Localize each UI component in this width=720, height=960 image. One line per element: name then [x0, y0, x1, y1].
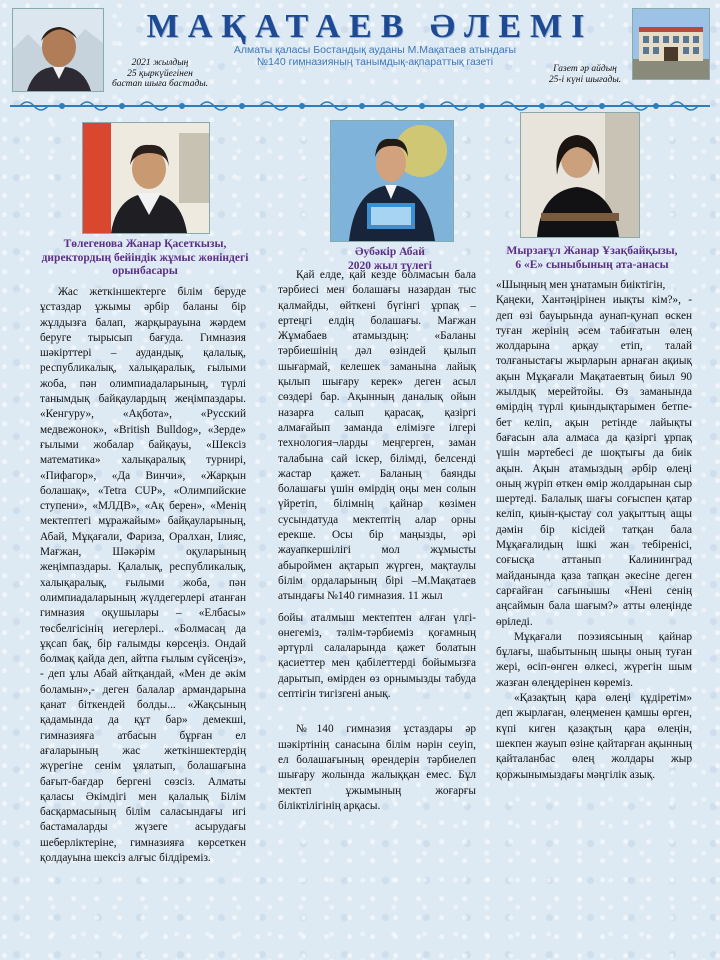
poet-portrait	[12, 8, 104, 92]
column-2-paragraph-3: №140 гимназия ұстаздары әр шәкіртінің санасына білім нәрін сеуіп, ел болашағының өрендерін тәрбиелеп шығару жолында жалыққан емес. Бұл мектеп ұжымының жоғарғы біліктілігінің арқасы.	[278, 723, 476, 812]
person-photo-3	[520, 112, 640, 238]
article-column-1	[40, 285, 246, 866]
person-caption-1: Төлегенова Жанар Қасеткызы, директордың бейіндік жұмыс жөніндегі орынбасары	[41, 238, 249, 277]
person-caption-3: Мырзағұл Жанар Ұзақбайқызы, 6 «Е» сыныбының ата-анасы	[506, 245, 678, 271]
issue-note: Газет әр айдың 25-і күні шығады.	[548, 64, 622, 85]
founded-note: 2021 жылдың 25 қыркүйегінен бастап шыға бастады.	[111, 58, 209, 89]
column-2-paragraph-2: бойы аталмыш мектептен алған үлгі-өнегеміз, тәлім-тәрбиеміз қоғамның әртүрлі салаларында қажет болатын қасиеттер мен қабілеттерді бойымызға дарытып, өмірден өз орнымызды табуда септігін тигізгені анық.	[278, 611, 476, 701]
article-column-2	[278, 268, 476, 814]
school-building-photo	[632, 8, 710, 80]
newspaper-title: МАҚАТАЕВ ӘЛЕМІ	[146, 8, 594, 45]
column-3-paragraph-1: «Шыңның мен ұнатамын биіктігін, Қаңеки, Хантәңірінен иықты кім?», - деп өзі бауырында аунап-қунап өскен туған жерінің әсем табиғатын өлең жолдарына арқау етіп, талай толғаныстағы жырларын арнаған ақиық ақын Мұқағали Мақатаевтың биыл 90 жылдық мерейтойы. Өз заманында өмірдің түрлі қиындықтарымен бетпе-бет келіп, ақын ретінде лайықты бағасын ала алмаса да қазіргі ұрпақ үшін мәртебесі де шоқтығы да биік ақын. Ақын атамыздың әрбір өлеңі оның жүріп өткен өмір жолдарынан сыр шертеді. Балалық шағы соғыспен қатар келіп, қиын-қыстау сол уақыттың ащы дәмін бір кісідей татқан бала Мұқағалидың ішкі жан тебіренісі, соғысқа аттанып Калининград майданында қаза тапқан әкесіне деген сарғайған сағынышы «Нені сенің аңсаймын бала шағым?» атты өлеңінде өріледі.	[496, 279, 692, 628]
person-photo-2	[330, 120, 454, 242]
column-3-paragraph-3: «Қазақтың қара өлеңі құдіретім» деп жырлаған, өлеңменен қамшы өрген, күпі киген қазақтың қара өлеңін, шекпен жауып өзіне қайтарған ақынның қайталанбас өлең жолдары жыр қоржынымыздағы мәңгілік азық.	[496, 692, 692, 781]
column-3-paragraph-2: Мұқағали поэзиясының қайнар бұлағы, шабытының шыңы оның туған жері, өсіп-өнген өлкесі, жүрегін шым жазған өлеңдерінен көреміз.	[496, 630, 692, 689]
person-photo-1	[82, 122, 210, 234]
column-2-paragraph-1: Қай елде, қай кезде болмасын бала тәрбиесі мен болашағы назардан тыс қалмайды, өйткені бүгінгі ұрпақ – ертеңгі елдің болашағы. Мағжан Жұмабаев атамыздың: «Баланы тәрбиешінің дәл өзіндей қылып шығармай, келешек заманына лайық қылып шығару керек» деген асыл сөздері бар. Ақынның даналық ойын назарға салып қарасақ, қазіргі алмағайып заманда еліміэге ілгері технология¬ларды меңгерген, заман талабына сай іскер, білімді, белсенді жастар қажет. Баланың баянды болашағы үшін өмірдің оңы мен солын үйретіп, білімнің қайнар көзімен сусындатуда мектептің алар орны ерекше. Осы бір маңызды, әрі жауапкершілігі мол жұмысты абыроймен ақтарып жүрген, мақтаулы білім ордаларының бірі –М.Мақатаев атындағы №140 гимназия. 11 жыл	[278, 269, 476, 603]
newspaper-subtitle: Алматы қаласы Бостандық ауданы М.Мақатаев атындағы №140 гимназияның танымдық-ақпараттық газеті	[233, 44, 517, 68]
column-1-paragraph: Жас жеткіншектерге білім беруде ұстаздар ұжымы әрбір баланы бір жұлдызға балап, жарқырауына жәрдем беруге тырысып бағуда. Гимназия шәкірттері – аудандық, қалалық, республикалық, халықаралық, ғылыми жоба, пән олимпиадаларының, түрлі танымдық байқаулардың жеңімпаздары. «Кенгуру», «Ақбота», «Русский медвежонок», «British Bulldog», «Зерде» ғылыми жобалар байқауы, «Шексіз математика» халықаралық турнирі, «Пифагор», «Да Винчи», «Жарқын болашақ», «Tetra CUP», «Олимпийские ступени», «МЛДВ», «Ақ берен», «Менің мектептегі мұражайым» байқауларының, Абай, Мұқағали, Фариза, Оралхан, Ілияс, Мағжан, Шәкәрім оқуларының жеңімпаздары. Қалалық, республикалық, халықаралық, ғылыми жоба, пән олимпиадаларының жүлдегерлері атанған гимназия оқушылары – «Елбасы» төсбелгісінің иегерлері.. «Болмасаң да ұқсап бақ, бір ғалымды көрсеңіз. Ондай болмақ қайда деп, айтпа ғылым сүйсеңіз», - деп ұлы Абай айтқандай, «Мен де әкім боламын»,- деген балалар армандарына қанат біткендей болды... «Жақсының қадамында да құт бар» демекші, гимназияға атбасын бұрған ел ағаларының жас жеткіншектердің жүрегіне сенім ұялатып, болашағына бағыт-бағдар бергені сөзсіз. Алматы қаласы Әкімдігі мен қалалық Білім басқармасының білім саласындағы игі бастамаларды жүзеге асырудағы шеберліктеріне, гимназияға көрсеткен қолдауына шексіз алғыс білдіреміз.	[40, 286, 246, 864]
person-caption-2: Әубәкір Абай 2020 жыл түлегі	[348, 246, 432, 272]
article-column-3	[496, 278, 692, 783]
